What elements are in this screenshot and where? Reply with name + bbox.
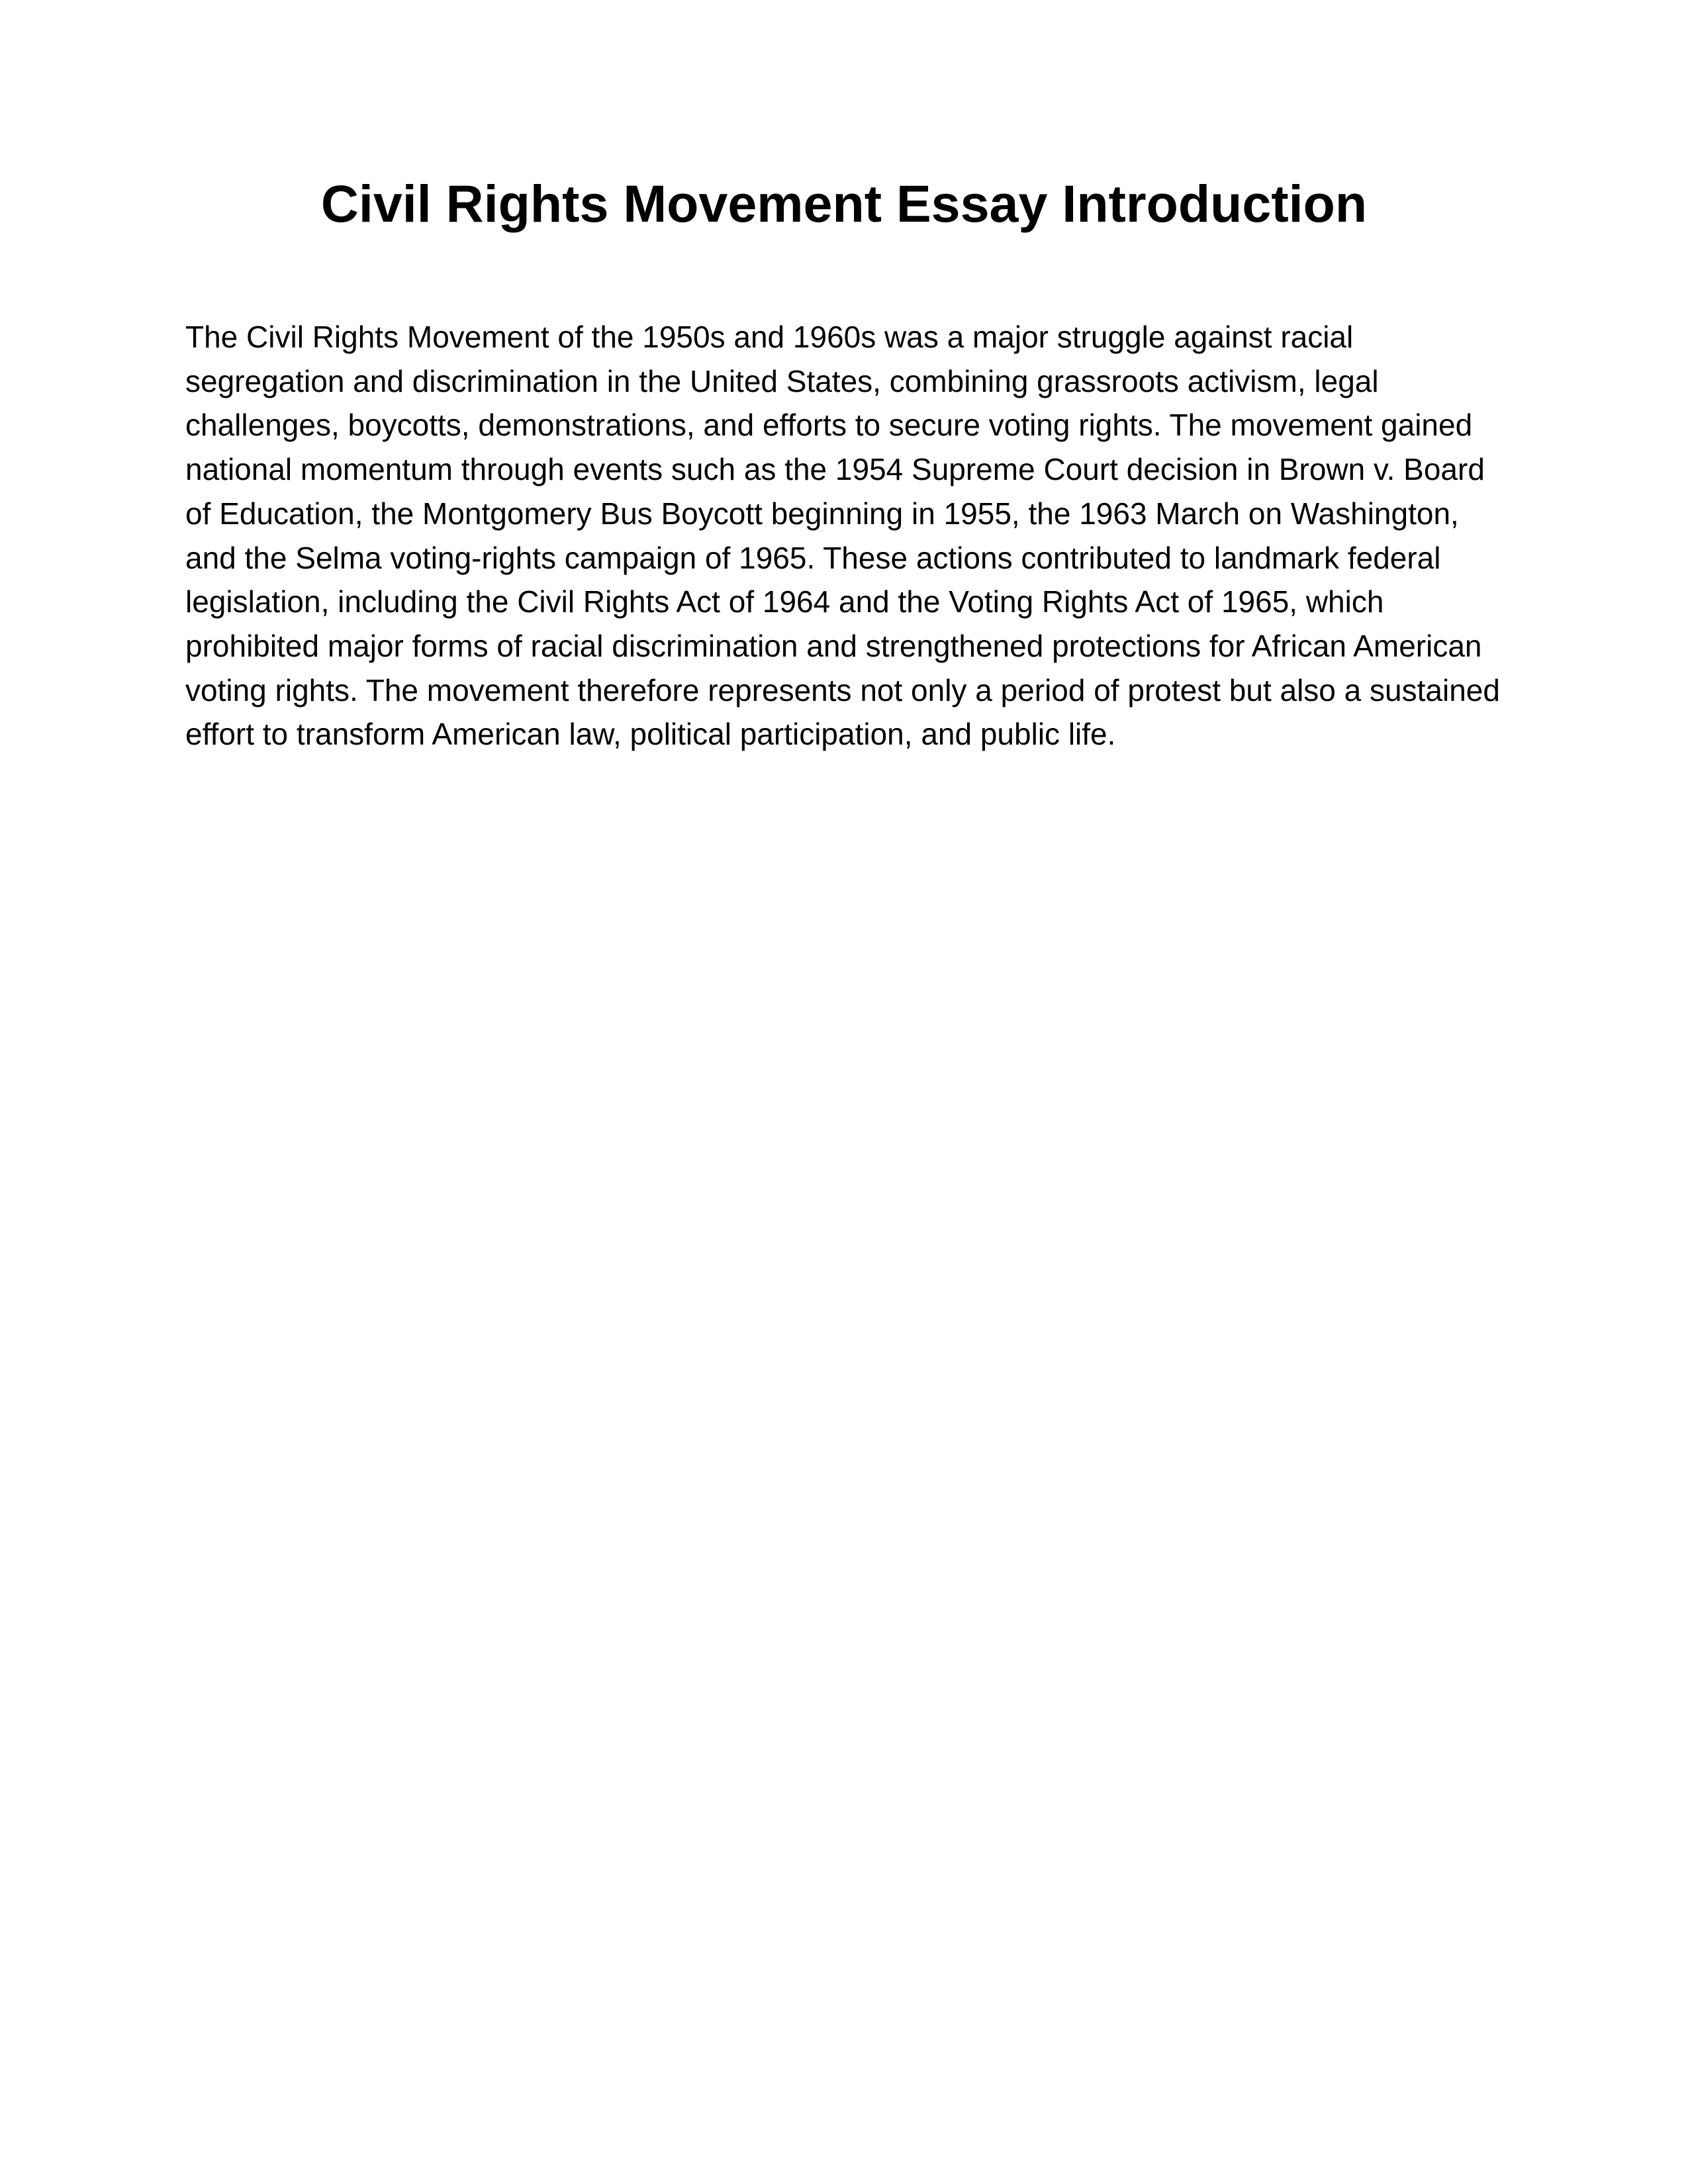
paragraph-line: challenges, boycotts, demonstrations, and efforts to secure voting rights. The movement gained xyxy=(185,408,1473,443)
paragraph-line: and the Selma voting-rights campaign of 1965. These actions contributed to landmark federal xyxy=(185,540,1441,575)
document-title: Civil Rights Movement Essay Introduction xyxy=(320,174,1368,233)
paragraph-line: effort to transform American law, political participation, and public life. xyxy=(185,717,1116,752)
intro-paragraph xyxy=(185,315,1542,756)
paragraph-line: voting rights. The movement therefore represents not only a period of protest but also a sustained xyxy=(185,672,1500,707)
paragraph-line: prohibited major forms of racial discrimination and strengthened protections for African American xyxy=(185,628,1482,663)
paragraph-line: of Education, the Montgomery Bus Boycott beginning in 1955, the 1963 March on Washington, xyxy=(185,496,1459,531)
paragraph-line: The Civil Rights Movement of the 1950s and 1960s was a major struggle against racial xyxy=(185,320,1354,354)
paragraph-line: segregation and discrimination in the United States, combining grassroots activism, legal xyxy=(185,363,1379,398)
paragraph-line: national momentum through events such as the 1954 Supreme Court decision in Brown v. Board xyxy=(185,452,1485,487)
paragraph-line: legislation, including the Civil Rights Act of 1964 and the Voting Rights Act of 1965, which xyxy=(185,584,1384,619)
